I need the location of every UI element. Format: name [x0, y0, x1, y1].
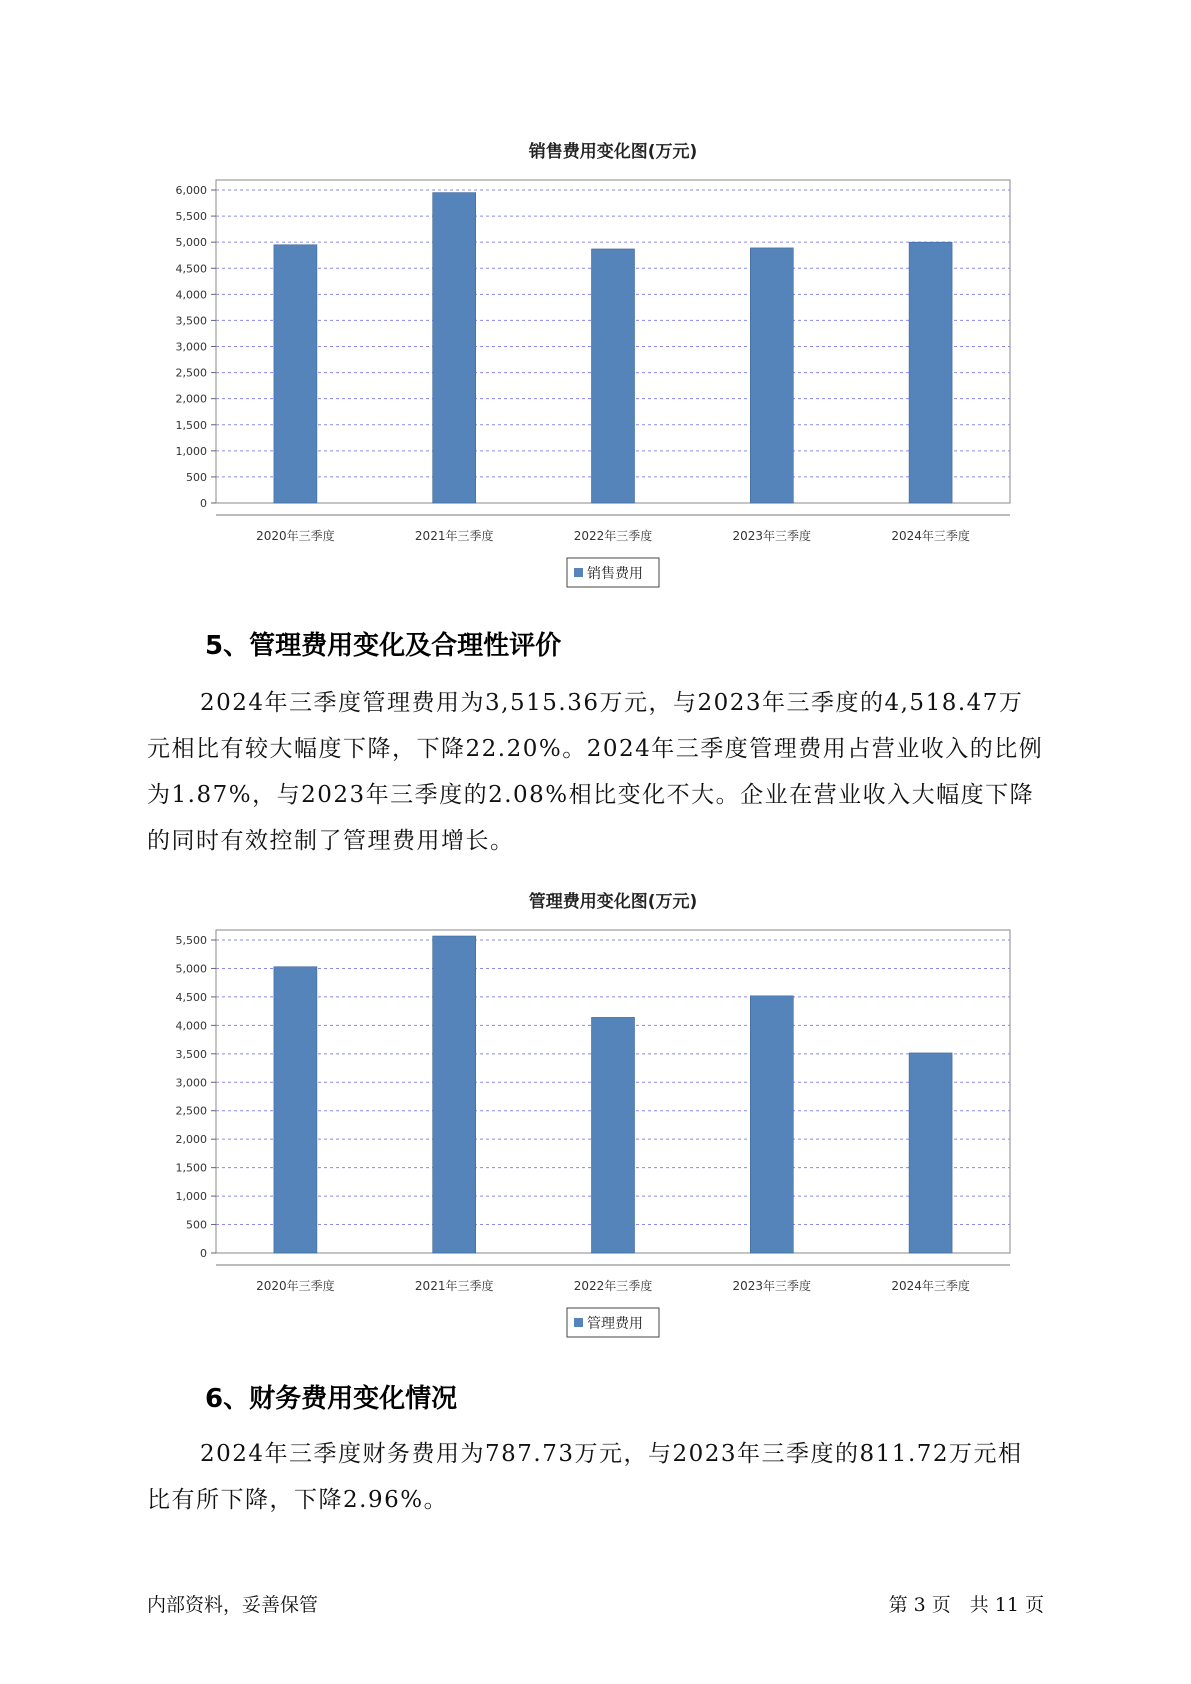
- x-tick-label: 2020年三季度: [256, 1279, 335, 1293]
- sales-expense-chart: [0, 130, 1191, 600]
- y-tick-label: 500: [186, 1218, 207, 1232]
- section-6-heading: 6、财务费用变化情况: [205, 1384, 458, 1414]
- y-tick-label: 2,500: [175, 366, 207, 380]
- legend-label: 销售费用: [587, 566, 643, 582]
- bar-2023年三季度: [750, 996, 793, 1253]
- y-tick-label: 1,000: [175, 444, 207, 458]
- y-tick-label: 3,000: [175, 1076, 207, 1090]
- y-tick-label: 1,500: [175, 418, 207, 432]
- x-tick-label: 2020年三季度: [256, 529, 335, 543]
- bar-2022年三季度: [592, 249, 635, 503]
- footer-confidential-note: 内部资料，妥善保管: [147, 1594, 319, 1616]
- y-tick-label: 0: [200, 1247, 207, 1260]
- y-tick-label: 1,000: [175, 1190, 207, 1204]
- legend-swatch: [574, 568, 583, 577]
- legend: [567, 1308, 659, 1337]
- y-tick-label: 4,000: [175, 288, 207, 302]
- bar-2023年三季度: [750, 248, 793, 503]
- x-tick-label: 2022年三季度: [573, 529, 653, 543]
- section-5-heading: 5、管理费用变化及合理性评价: [205, 631, 562, 661]
- y-tick-label: 3,500: [175, 1047, 207, 1061]
- y-tick-label: 2,000: [175, 1133, 207, 1147]
- y-tick-label: 5,000: [175, 962, 207, 976]
- x-tick-label: 2021年三季度: [414, 529, 494, 543]
- y-tick-label: 4,500: [175, 990, 207, 1004]
- x-tick-label: 2023年三季度: [732, 1279, 812, 1293]
- legend: [567, 558, 659, 587]
- bar-2021年三季度: [433, 936, 476, 1253]
- y-tick-label: 1,500: [175, 1161, 207, 1175]
- y-tick-label: 500: [186, 470, 207, 484]
- y-tick-label: 6,000: [175, 184, 207, 197]
- y-tick-label: 3,500: [175, 314, 207, 328]
- x-tick-label: 2022年三季度: [573, 1279, 653, 1293]
- y-tick-label: 5,500: [175, 210, 207, 224]
- y-tick-label: 5,000: [175, 236, 207, 250]
- admin-expense-chart: [0, 880, 1191, 1350]
- legend-swatch: [574, 1318, 583, 1327]
- y-tick-label: 2,500: [175, 1104, 207, 1118]
- chart-title: 管理费用变化图(万元): [528, 892, 698, 912]
- bar-2022年三季度: [592, 1017, 635, 1253]
- y-tick-label: 3,000: [175, 340, 207, 354]
- bar-2021年三季度: [433, 193, 476, 503]
- x-tick-label: 2024年三季度: [891, 529, 970, 543]
- x-tick-label: 2024年三季度: [891, 1279, 970, 1293]
- y-tick-label: 2,000: [175, 392, 207, 406]
- y-tick-label: 4,500: [175, 262, 207, 276]
- section-6-paragraph: 2024年三季度财务费用为787.73万元，与2023年三季度的811.72万元相比有所下降，下降2.96%。: [147, 1441, 1023, 1513]
- y-tick-label: 0: [200, 497, 207, 510]
- bar-2024年三季度: [909, 242, 952, 503]
- y-tick-label: 4,000: [175, 1019, 207, 1033]
- section-5-paragraph: 2024年三季度管理费用为3,515.36万元，与2023年三季度的4,518.47万元相比有较大幅度下降，下降22.20%。2024年三季度管理费用占营业收入的比例为1.87%，与2023年三季度的2.08%相比变化不大。企业在营业收入大幅度下降的同时有效控制了管理费用增长。: [147, 690, 1044, 854]
- legend-label: 管理费用: [587, 1316, 643, 1332]
- footer-page-number: 第 3 页 共 11 页: [888, 1594, 1044, 1616]
- y-tick-label: 5,500: [175, 934, 207, 947]
- bar-2024年三季度: [909, 1053, 952, 1253]
- x-tick-label: 2023年三季度: [732, 529, 812, 543]
- bar-2020年三季度: [274, 967, 317, 1253]
- chart-title: 销售费用变化图(万元): [528, 142, 698, 162]
- x-tick-label: 2021年三季度: [414, 1279, 494, 1293]
- bar-2020年三季度: [274, 245, 317, 503]
